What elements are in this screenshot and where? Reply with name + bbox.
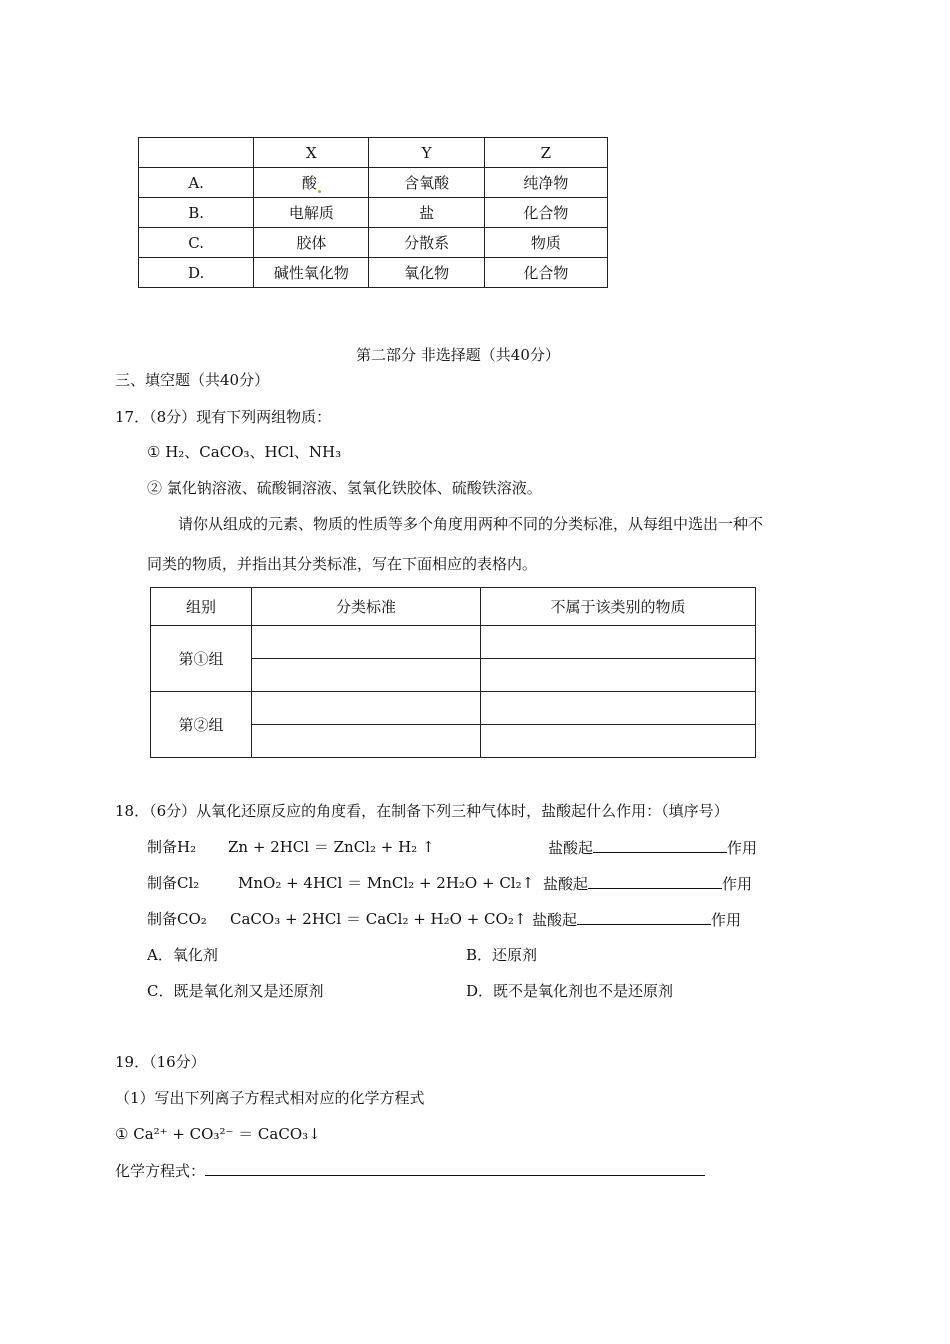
answer-blank[interactable] — [588, 872, 722, 889]
answer-blank[interactable] — [593, 836, 727, 853]
table-cell: 化合物 — [484, 198, 607, 228]
classification-table — [138, 137, 608, 288]
answer-cell[interactable] — [252, 692, 481, 725]
table-header-cell: Z — [484, 138, 607, 168]
answer-cell[interactable] — [252, 626, 481, 659]
group-label-cell: 第②组 — [151, 692, 252, 758]
section3-title: 三、填空题（共40分） — [115, 371, 270, 389]
group-label-cell: 第①组 — [151, 626, 252, 692]
q17-group1: ① H₂、CaCO₃、HCl、NH₃ — [147, 443, 342, 461]
q18-blank-lead: 盐酸起 — [543, 875, 589, 893]
q18-blank-tail: 作用 — [727, 839, 758, 857]
table-row — [139, 228, 608, 258]
table-cell: 碱性氧化物 — [254, 258, 369, 288]
q19-eq1: ① Ca²⁺ + CO₃²⁻ ＝ CaCO₃↓ — [115, 1125, 321, 1143]
answer-cell[interactable] — [481, 659, 756, 692]
table-cell: 氧化物 — [369, 258, 484, 288]
q18-blank-line — [532, 908, 741, 930]
q18-blank-line — [543, 872, 752, 894]
q18-blank-tail: 作用 — [722, 875, 753, 893]
answer-blank[interactable] — [205, 1159, 705, 1176]
table-cell: 电解质 — [254, 198, 369, 228]
table-header-cell: 组别 — [151, 588, 252, 626]
q18-option-b: B．还原剂 — [466, 946, 538, 964]
q18-blank-tail: 作用 — [711, 911, 742, 929]
answer-cell[interactable] — [252, 659, 481, 692]
table-cell: 化合物 — [484, 258, 607, 288]
table-header-cell — [139, 138, 254, 168]
q18-blank-line — [548, 836, 757, 858]
q19-answer-label: 化学方程式： — [115, 1162, 206, 1180]
table-cell: A. — [139, 168, 254, 198]
table-header-cell: 不属于该类别的物质 — [481, 588, 756, 626]
table-cell: C. — [139, 228, 254, 258]
table-cell: 盐 — [369, 198, 484, 228]
table-row — [139, 198, 608, 228]
q17-instruction-line2: 同类的物质，并指出其分类标准，写在下面相应的表格内。 — [147, 555, 538, 573]
answer-cell[interactable] — [252, 725, 481, 758]
table-cell: D. — [139, 258, 254, 288]
q18-prep-label: 制备H₂ — [147, 838, 197, 856]
answer-cell[interactable] — [481, 725, 756, 758]
q18-equation: MnO₂ + 4HCl ＝ MnCl₂ + 2H₂O + Cl₂↑ — [238, 874, 535, 892]
table-header-row — [151, 588, 756, 626]
table-cell: 分散系 — [369, 228, 484, 258]
q18-option-d: D．既不是氧化剂也不是还原剂 — [466, 982, 674, 1000]
q19-sub1: （1）写出下列离子方程式相对应的化学方程式 — [115, 1089, 425, 1107]
answer-cell[interactable] — [481, 692, 756, 725]
answer-blank[interactable] — [577, 908, 711, 925]
q18-option-a: A．氧化剂 — [147, 946, 218, 964]
table-cell: 胶体 — [254, 228, 369, 258]
table-header-cell: Y — [369, 138, 484, 168]
q18-prep-label: 制备CO₂ — [147, 910, 207, 928]
q17-group2: ② 氯化钠溶液、硫酸铜溶液、氢氧化铁胶体、硫酸铁溶液。 — [147, 479, 542, 497]
table-cell: 含氧酸 — [369, 168, 484, 198]
table-header-row — [139, 138, 608, 168]
table-cell: 物质 — [484, 228, 607, 258]
part2-title: 第二部分 非选择题（共40分） — [356, 346, 560, 364]
q18-title: 18．（6分）从氧化还原反应的角度看，在制备下列三种气体时，盐酸起什么作用：（填序号） — [115, 802, 729, 820]
table-header-cell: 分类标准 — [252, 588, 481, 626]
q19-title: 19．（16分） — [115, 1053, 206, 1071]
q18-prep-label: 制备Cl₂ — [147, 874, 200, 892]
table-cell: 酸 — [254, 168, 369, 198]
table-header-cell: X — [254, 138, 369, 168]
table-cell: B. — [139, 198, 254, 228]
q19-answer-line — [115, 1159, 705, 1181]
q18-blank-lead: 盐酸起 — [548, 839, 594, 857]
table-row — [139, 168, 608, 198]
answer-table — [150, 587, 756, 758]
table-row — [151, 692, 756, 725]
answer-cell[interactable] — [481, 626, 756, 659]
q18-option-c: C．既是氧化剂又是还原剂 — [147, 982, 324, 1000]
q17-title: 17．（8分）现有下列两组物质： — [115, 408, 332, 426]
q18-equation: CaCO₃ + 2HCl ＝ CaCl₂ + H₂O + CO₂↑ — [230, 910, 527, 928]
table-row — [151, 626, 756, 659]
q18-equation: Zn + 2HCl ＝ ZnCl₂ + H₂ ↑ — [228, 838, 435, 856]
table-row — [139, 258, 608, 288]
table-cell: 纯净物 — [484, 168, 607, 198]
q18-blank-lead: 盐酸起 — [532, 911, 578, 929]
q17-instruction-line1: 请你从组成的元素、物质的性质等多个角度用两种不同的分类标准，从每组中选出一种不 — [178, 515, 764, 533]
